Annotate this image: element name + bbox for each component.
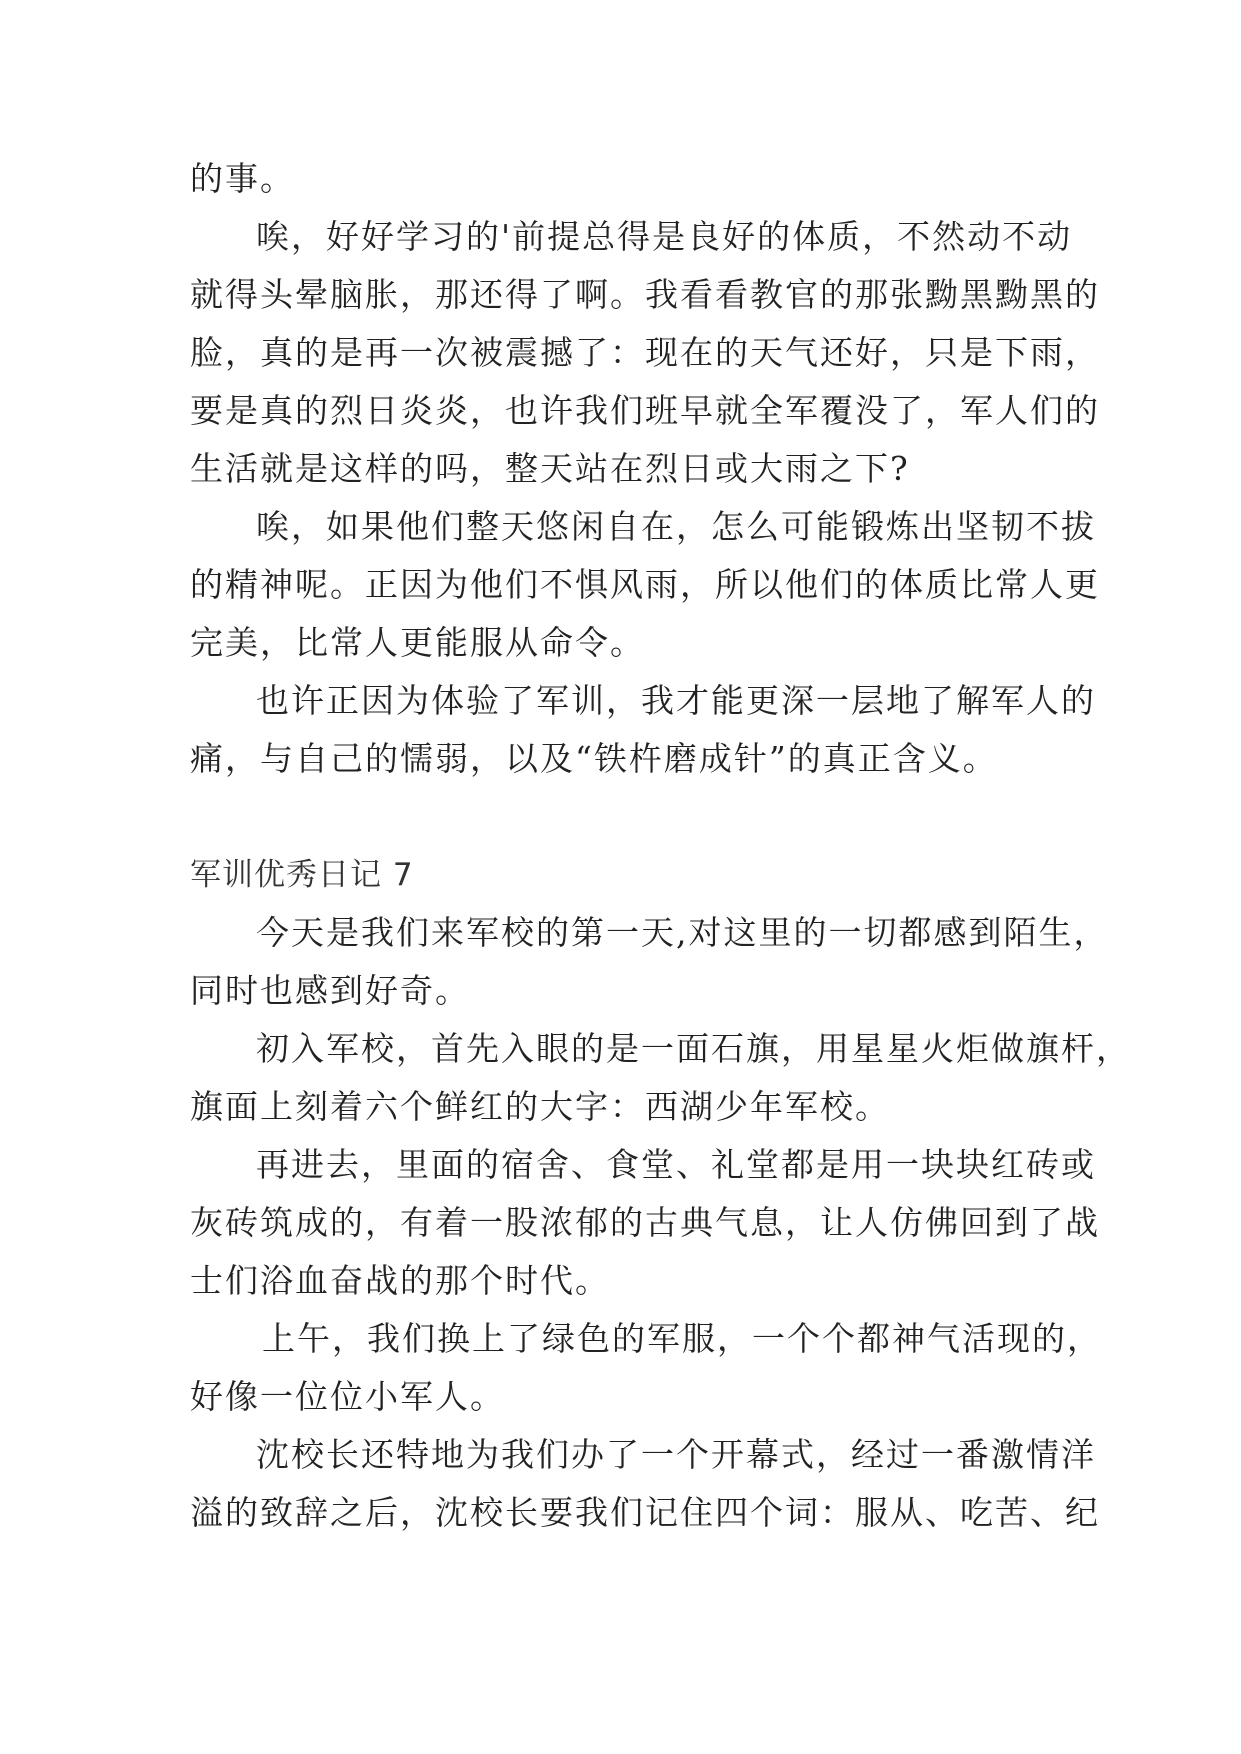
text-line: 旗面上刻着六个鲜红的大字：西湖少年军校。 [190, 1087, 890, 1126]
text-line: 完美，比常人更能服从命令。 [190, 623, 645, 662]
paragraph-start-line: 今天是我们来军校的第一天,对这里的一切都感到陌生， [256, 913, 1109, 952]
text-line: 好像一位位小军人。 [190, 1377, 505, 1416]
paragraph-start-line: 上午，我们换上了绿色的军服，一个个都神气活现的， [262, 1319, 1102, 1358]
document-page [190, 150, 1131, 1542]
text-line: 脸，真的是再一次被震撼了：现在的天气还好，只是下雨， [190, 333, 1100, 372]
paragraph-start-line: 初入军校，首先入眼的是一面石旗，用星星火炬做旗杆， [256, 1029, 1131, 1068]
section-heading: 军训优秀日记 7 [190, 857, 414, 893]
text-line: 生活就是这样的吗，整天站在烈日或大雨之下? [190, 449, 910, 488]
paragraph-start-line: 也许正因为体验了军训，我才能更深一层地了解军人的 [256, 681, 1096, 720]
paragraph-start-line: 再进去，里面的宿舍、食堂、礼堂都是用一块块红砖或 [256, 1145, 1096, 1184]
paragraph-start-line: 沈校长还特地为我们办了一个开幕式，经过一番激情洋 [256, 1435, 1096, 1474]
paragraph-start-line: 唉，好好学习的'前提总得是良好的体质，不然动不动 [256, 217, 1073, 256]
text-line: 士们浴血奋战的那个时代。 [190, 1261, 610, 1300]
text-line: 同时也感到好奇。 [190, 971, 470, 1010]
section-spacer [190, 788, 1060, 846]
text-line: 灰砖筑成的，有着一股浓郁的古典气息，让人仿佛回到了战 [190, 1203, 1100, 1242]
text-line: 的事。 [190, 159, 295, 198]
text-line: 的精神呢。正因为他们不惧风雨，所以他们的体质比常人更 [190, 565, 1100, 604]
text-line: 痛，与自己的懦弱，以及“铁杵磨成针”的真正含义。 [190, 739, 998, 778]
text-line: 就得头晕脑胀，那还得了啊。我看看教官的那张黝黑黝黑的 [190, 275, 1100, 314]
text-line: 溢的致辞之后，沈校长要我们记住四个词：服从、吃苦、纪 [190, 1493, 1100, 1532]
text-line: 要是真的烈日炎炎，也许我们班早就全军覆没了，军人们的 [190, 391, 1100, 430]
paragraph-start-line: 唉，如果他们整天悠闲自在，怎么可能锻炼出坚韧不拔 [256, 507, 1096, 546]
